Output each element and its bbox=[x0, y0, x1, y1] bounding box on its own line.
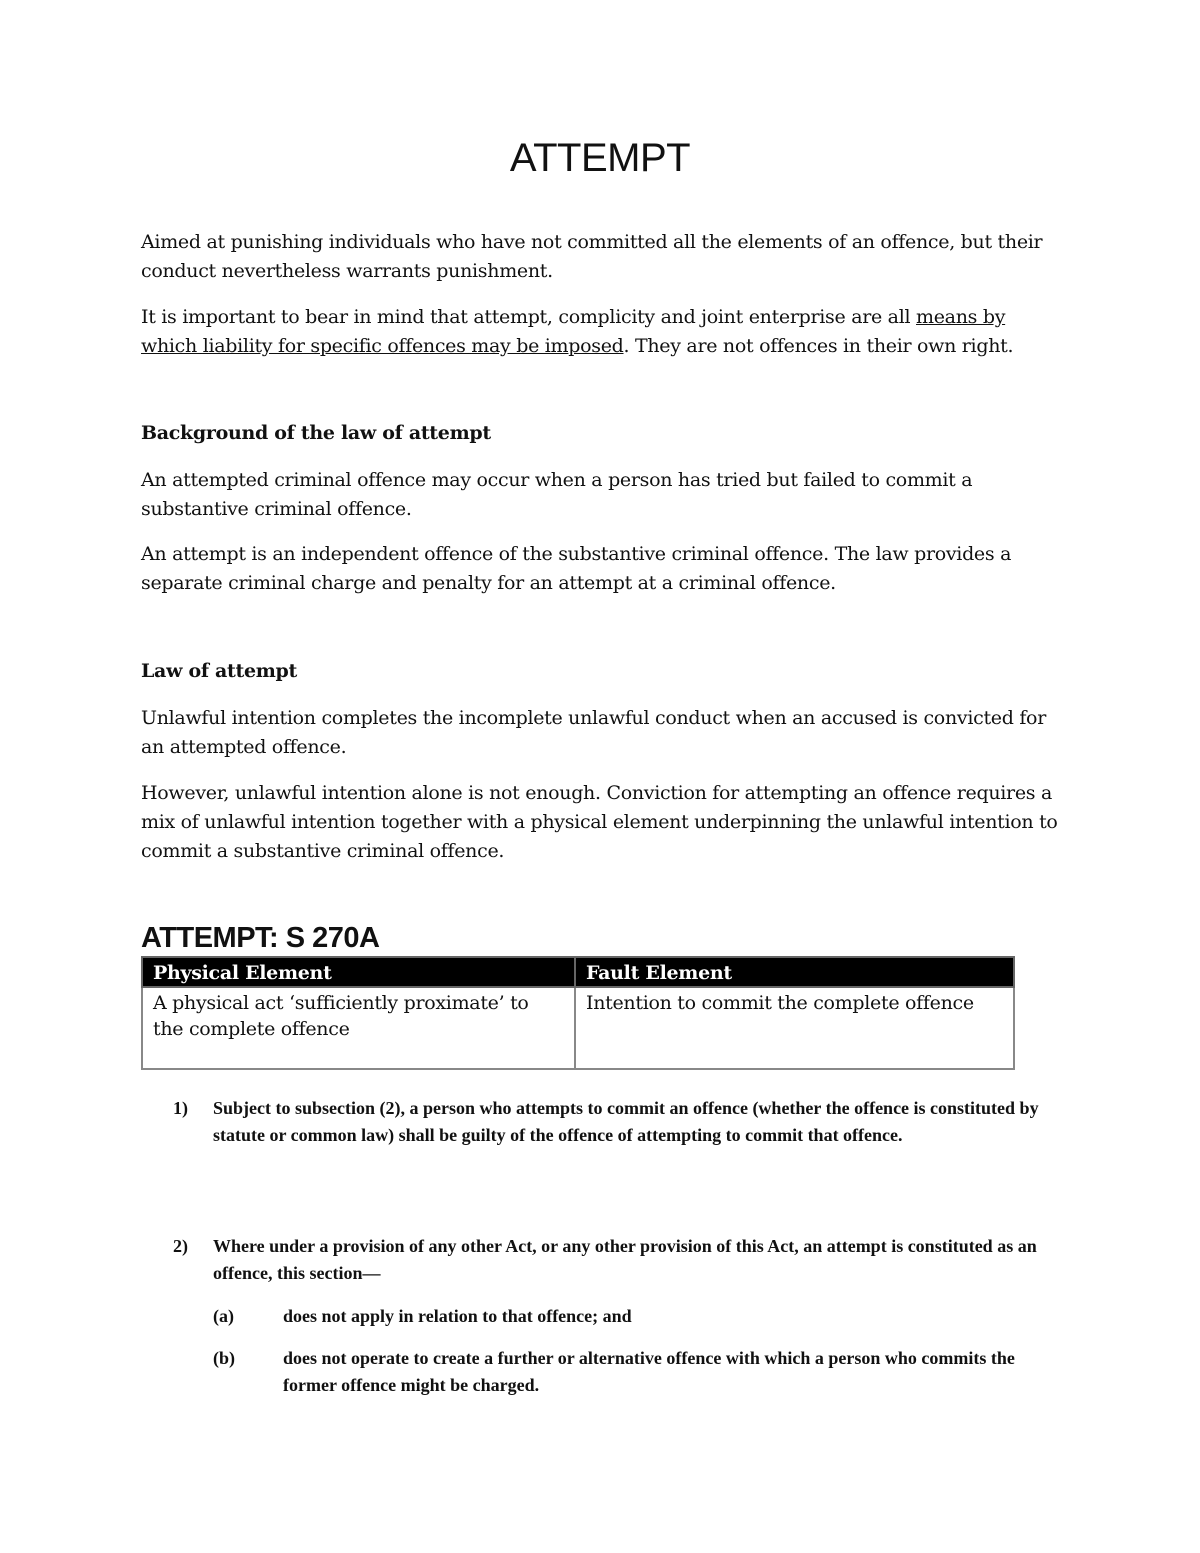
background-paragraph-1: An attempted criminal offence may occur when a person has tried but failed to commit a substantive criminal offence. bbox=[141, 469, 973, 520]
table-cell-physical: A physical act ‘sufficiently proximate’ to the complete offence bbox=[142, 987, 575, 1069]
law-paragraph-1: Unlawful intention completes the incomplete unlawful conduct when an accused is convicted for an attempted offence. bbox=[141, 707, 1046, 758]
table-header-fault: Fault Element bbox=[575, 957, 1014, 987]
intro-p2-underlined: means by which liability for specific offences may be imposed bbox=[141, 306, 1006, 357]
law-paragraph-2: However, unlawful intention alone is not enough. Conviction for attempting an offence requires a mix of unlawful intention together with a physical element underpinning the unlawful intention to commit a substantive criminal offence. bbox=[141, 782, 1058, 862]
provision-number: 2) bbox=[173, 1236, 188, 1256]
intro-paragraph-1: Aimed at punishing individuals who have not committed all the elements of an offence, but their conduct nevertheless warrants punishment. bbox=[141, 231, 1043, 282]
provision-text: Where under a provision of any other Act, or any other provision of this Act, an attempt is constituted as an offence, this section— bbox=[213, 1236, 1037, 1283]
document-title: ATTEMPT bbox=[509, 136, 691, 180]
table-row bbox=[142, 987, 1014, 1069]
subitem-text: does not apply in relation to that offence; and bbox=[283, 1306, 632, 1326]
subitem-b bbox=[213, 1345, 1053, 1399]
subitem-a bbox=[213, 1303, 1053, 1330]
subitem-text: does not operate to create a further or alternative offence with which a person who commits the former offence might be charged. bbox=[283, 1348, 1015, 1395]
provision-2 bbox=[173, 1233, 1053, 1287]
intro-p2-start: It is important to bear in mind that attempt, complicity and joint enterprise are all bbox=[141, 306, 917, 328]
background-paragraph-2: An attempt is an independent offence of the substantive criminal offence. The law provides a separate criminal charge and penalty for an attempt at a criminal offence. bbox=[141, 543, 1012, 594]
intro-p2-end: . They are not offences in their own right. bbox=[623, 335, 1014, 357]
law-heading: Law of attempt bbox=[141, 660, 298, 682]
table-cell-fault: Intention to commit the complete offence bbox=[575, 987, 1014, 1069]
subitem-number: (a) bbox=[213, 1306, 234, 1326]
table-header-physical: Physical Element bbox=[142, 957, 575, 987]
section-title: ATTEMPT: S 270A bbox=[141, 922, 380, 954]
elements-table bbox=[141, 956, 1015, 1070]
provision-text: Subject to subsection (2), a person who attempts to commit an offence (whether the offence is constituted by statute or common law) shall be guilty of the offence of attempting to commit that offence. bbox=[213, 1098, 1039, 1145]
subitem-number: (b) bbox=[213, 1348, 235, 1368]
provision-1 bbox=[173, 1095, 1053, 1149]
intro-paragraph-2 bbox=[141, 303, 1059, 361]
table-header-row bbox=[142, 957, 1014, 987]
background-heading: Background of the law of attempt bbox=[141, 422, 491, 444]
provision-number: 1) bbox=[173, 1098, 188, 1118]
